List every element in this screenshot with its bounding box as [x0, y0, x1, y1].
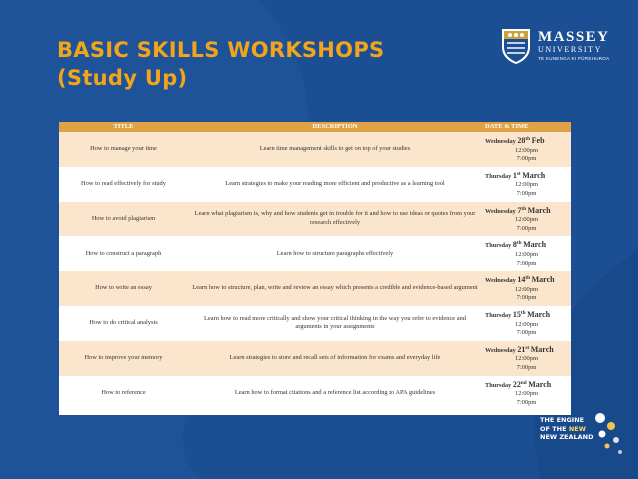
time-midday: 12:00pm — [514, 355, 539, 363]
date-number: 15 — [512, 310, 521, 320]
date-month: March — [522, 170, 546, 180]
workshop-datetime — [482, 132, 571, 167]
header-description: DESCRIPTION — [188, 122, 482, 132]
date-month: March — [530, 344, 554, 354]
workshop-date — [485, 344, 568, 356]
time-evening: 7:00pm — [516, 398, 537, 406]
time-evening: 7:00pm — [516, 329, 537, 337]
date-suffix: th — [525, 136, 531, 143]
workshop-datetime — [482, 306, 571, 341]
workshop-description: Learn how to format citations and a reference list according to APA guidelines — [188, 376, 482, 411]
time-evening: 7:00pm — [516, 294, 537, 302]
date-number: 21 — [517, 344, 526, 354]
date-weekday: Thursday — [485, 242, 512, 250]
workshop-description: Learn what plagiarism is, why and how students get in trouble for it and how to use ideas or quotes from your research effectively — [188, 202, 482, 237]
engine-line2a: OF THE — [540, 424, 567, 433]
workshop-datetime — [482, 341, 571, 376]
workshop-table — [59, 122, 571, 415]
engine-line3: NEW ZEALAND — [540, 433, 594, 441]
date-number: 1 — [512, 170, 517, 180]
time-evening: 7:00pm — [516, 189, 537, 197]
date-month: Feb — [531, 136, 545, 146]
slide-title — [57, 36, 384, 92]
table-row — [59, 236, 571, 271]
table-row — [59, 341, 571, 376]
workshop-date — [485, 379, 568, 391]
time-midday: 12:00pm — [514, 390, 539, 398]
time-evening: 7:00pm — [516, 155, 537, 163]
workshop-description: Learn how to structure, plan, write and review an essay which presents a credible and evidence-based argument — [188, 271, 482, 306]
workshop-description: Learn strategies to make your reading more efficient and productive as a learning tool — [188, 167, 482, 202]
date-suffix: th — [521, 205, 527, 212]
date-number: 8 — [512, 240, 517, 250]
table-row — [59, 306, 571, 341]
slide-title-line1: BASIC SKILLS WORKSHOPS — [57, 38, 385, 62]
table-row — [59, 167, 571, 202]
date-month: March — [528, 379, 552, 389]
time-midday: 12:00pm — [514, 320, 539, 328]
workshop-title: How to construct a paragraph — [59, 236, 188, 271]
workshop-description: Learn how to read more critically and show your critical thinking in the way you refer to evidence and arguments in your assignments — [188, 306, 482, 341]
date-weekday: Wednesday — [485, 138, 516, 146]
time-midday: 12:00pm — [514, 251, 539, 259]
header-datetime: DATE & TIME — [482, 122, 571, 132]
workshop-title: How to write an essay — [59, 271, 188, 306]
workshop-title: How to do critical analysis — [59, 306, 188, 341]
table-header-row — [59, 122, 571, 132]
slide-title-line2: (Study Up) — [57, 66, 188, 90]
date-suffix: th — [525, 275, 531, 282]
workshop-datetime — [482, 236, 571, 271]
date-number: 7 — [517, 205, 522, 215]
workshop-description: Learn how to structure paragraphs effectively — [188, 236, 482, 271]
logo-sub: UNIVERSITY — [538, 45, 602, 54]
engine-line2b: NEW — [568, 424, 586, 433]
table-row — [59, 202, 571, 237]
time-evening: 7:00pm — [516, 259, 537, 267]
date-suffix: st — [525, 344, 530, 351]
workshop-title: How to read effectively for study — [59, 167, 188, 202]
date-number: 28 — [517, 136, 526, 146]
date-weekday: Thursday — [485, 381, 512, 389]
date-weekday: Thursday — [485, 172, 512, 180]
date-number: 22 — [512, 379, 521, 389]
date-weekday: Wednesday — [485, 346, 516, 354]
engine-tagline — [540, 412, 630, 462]
time-midday: 12:00pm — [514, 146, 539, 154]
time-midday: 12:00pm — [514, 216, 539, 224]
date-suffix: st — [516, 170, 521, 177]
workshop-date — [485, 170, 568, 182]
date-weekday: Thursday — [485, 312, 512, 320]
workshop-datetime — [482, 167, 571, 202]
date-month: March — [523, 240, 547, 250]
workshop-description: Learn strategies to store and recall sets of information for exams and everyday life — [188, 341, 482, 376]
time-evening: 7:00pm — [516, 363, 537, 371]
workshop-date — [485, 239, 568, 251]
time-evening: 7:00pm — [516, 224, 537, 232]
massey-logo — [500, 22, 620, 70]
logo-tagline: TE KUNENGA KI PŪREHUROA — [538, 56, 610, 61]
workshop-title: How to reference — [59, 376, 188, 411]
date-suffix: th — [516, 240, 522, 247]
engine-line1: THE ENGINE — [540, 416, 585, 424]
workshop-title: How to avoid plagiarism — [59, 202, 188, 237]
workshop-title: How to manage your time — [59, 132, 188, 167]
time-midday: 12:00pm — [514, 285, 539, 293]
date-month: March — [527, 310, 551, 320]
dots-icon — [594, 412, 628, 458]
workshop-title: How to improve your memory — [59, 341, 188, 376]
date-suffix: nd — [520, 379, 527, 386]
date-weekday: Wednesday — [485, 277, 516, 285]
workshop-datetime — [482, 376, 571, 411]
workshop-datetime — [482, 271, 571, 306]
date-number: 14 — [517, 275, 526, 285]
workshop-date — [485, 205, 568, 217]
date-month: March — [527, 205, 551, 215]
workshop-date — [485, 309, 568, 321]
crest-icon — [500, 27, 532, 65]
table-row — [59, 376, 571, 411]
workshop-date — [485, 135, 568, 147]
table-row — [59, 132, 571, 167]
header-title: TITLE — [59, 122, 188, 132]
logo-name: MASSEY — [538, 29, 610, 45]
table-row — [59, 271, 571, 306]
time-midday: 12:00pm — [514, 181, 539, 189]
workshop-description: Learn time management skills to get on top of your studies — [188, 132, 482, 167]
date-month: March — [531, 275, 555, 285]
date-weekday: Wednesday — [485, 207, 516, 215]
workshop-date — [485, 274, 568, 286]
workshop-datetime — [482, 202, 571, 237]
date-suffix: th — [520, 310, 526, 317]
